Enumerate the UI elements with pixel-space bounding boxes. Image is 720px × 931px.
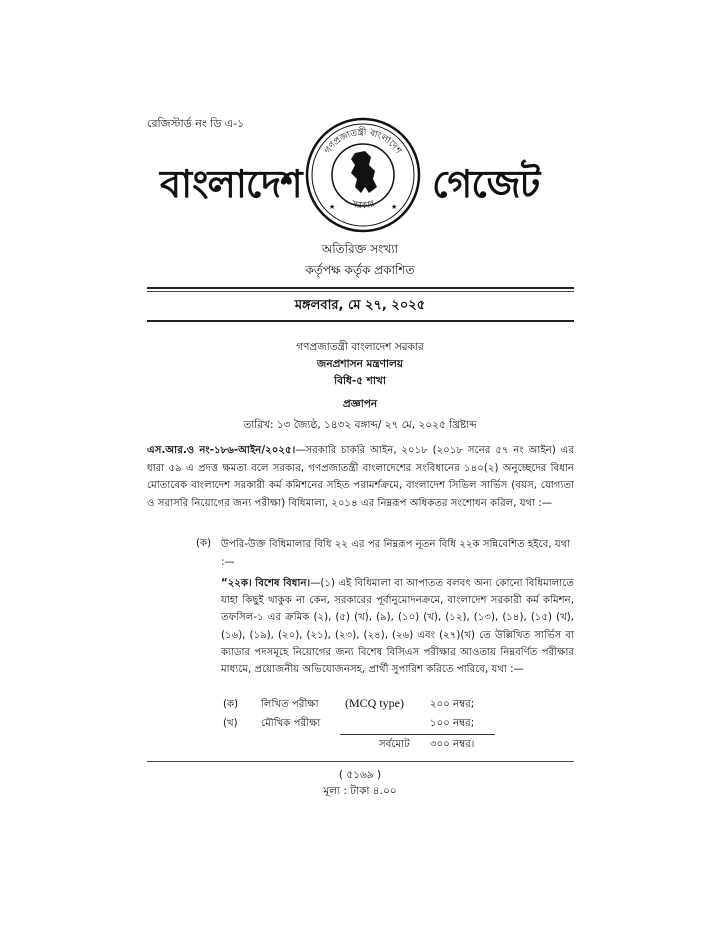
footer-rule (147, 761, 574, 762)
header-rule-top-thin (147, 291, 574, 292)
gazette-title-left: বাংলাদেশ (160, 162, 302, 206)
price: মূল্য : টাকা ৪.০০ (323, 785, 397, 797)
government-seal-icon (305, 117, 421, 233)
rule-heading: “২২ক। বিশেষ বিধান। (221, 578, 311, 589)
issue-date: মঙ্গলবার, মে ২৭, ২০২৫ (294, 298, 426, 313)
rule-text: —(১) এই বিধিমালা বা আপাতত বলবৎ অন্য কোনো বিধিমালাতে যাহা কিছুই থাকুক না কেন, সরকারের পূর্বানুমোদনক্রমে, বাংলাদেশ সরকারী কর্ম কমিশন, তফসিল-১ এর ক্রমিক (২), (৫) (খ), (৯), (১০) (খ), (১২), (১৩), (১৪), (১৫) (খ), (১৬), (১৯), (২০), (২১), (২৩), (২৪), (২৬) এবং (২৭)(খ) তে উল্লিখিত সার্ভিস বা ক্যাডার পদসমূহে নিয়োগের জন্য বিশেষ বিসিএস পরীক্ষার আওতায় নিম্নবর্ণিত পরীক্ষার মাধ্যমে, প্রয়োজনীয় অভিযোজনসহ, প্রার্থী সুপারিশ করিতে পারিবে, যথা :— (221, 578, 574, 676)
exam-marks: ২০০ নম্বর; (430, 699, 475, 710)
svg-text:সরকার (349, 199, 377, 212)
notification-heading: প্রজ্ঞাপন (342, 398, 378, 410)
registration-number: রেজিস্টার্ড নং ডি এ-১ (147, 117, 245, 130)
exam-label: (খ) (223, 718, 238, 729)
svg-text:★: ★ (329, 203, 336, 211)
exam-row-written (0, 697, 720, 715)
header-rule-bottom (147, 320, 574, 322)
published-by: কর্তৃপক্ষ কর্তৃক প্রকাশিত (305, 263, 415, 277)
ministry-name: জনপ্রশাসন মন্ত্রণালয় (316, 358, 404, 370)
clause-label: (ক) (196, 538, 212, 549)
svg-text:★: ★ (391, 203, 398, 211)
exam-name: মৌখিক পরীক্ষা (261, 718, 321, 729)
clause-text: উপরি-উক্ত বিধিমালার বিধি ২২ এর পর নিম্নরূপ নূতন বিধি ২২ক সন্নিবেশিত হইবে, যথা :— (221, 539, 571, 568)
total-rule (340, 734, 495, 735)
preamble-text: —সরকারি চাকরি আইন, ২০১৮ (২০১৮ সনের ৫৭ নং আইন) এর ধারা ৫৯ এ প্রদত্ত ক্ষমতা বলে সরকার, গণপ্রজাতন্ত্রী বাংলাদেশের সংবিধানের ১৪০(২) অনুচ্ছেদের বিধান মোতাবেক বাংলাদেশ সরকারী কর্ম কমিশনের সহিত পরামর্শক্রমে, বাংলাদেশ সিভিল সার্ভিস (বয়স, যোগ্যতা ও সরাসরি নিয়োগের জন্য পরীক্ষা) বিধিমালা, ২০১৪ এর নিম্নরূপ অধিকতর সংশোধন করিল, যথা :— (147, 445, 574, 509)
page-number: ( ৫১৬৯ ) (338, 769, 382, 781)
branch-name: বিধি-৫ শাখা (334, 375, 386, 387)
preamble-paragraph (147, 442, 574, 512)
government-name: গণপ্রজাতন্ত্রী বাংলাদেশ সরকার (296, 341, 424, 353)
exam-type: (MCQ type) (345, 696, 404, 710)
sro-number: এস.আর.ও নং-১৮৬-আইন/২০২৫। (147, 445, 296, 456)
exam-marks: ১০০ নম্বর; (430, 718, 475, 729)
total-marks: ৩০০ নম্বর। (430, 739, 475, 750)
gazette-title-right: গেজেট (432, 162, 540, 206)
seal-top-text: গণপ্রজাতন্ত্রী বাংলাদেশ (323, 127, 403, 156)
notification-date: তারিখ: ১৩ জ্যৈষ্ঠ, ১৪৩২ বঙ্গাব্দ/ ২৭ মে, ২০২৫ খ্রিষ্টাব্দ (243, 419, 477, 431)
exam-total-row (0, 737, 720, 755)
special-rule-paragraph (221, 575, 574, 678)
header-rule-top (147, 287, 574, 289)
exam-label: (ক) (223, 699, 239, 710)
exam-name: লিখিত পরীক্ষা (261, 699, 319, 710)
exam-row-viva (0, 716, 720, 734)
extraordinary-issue: অতিরিক্ত সংখ্যা (321, 242, 399, 256)
total-label: সর্বমোট (379, 739, 410, 750)
seal-bottom-text: সরকার (349, 199, 377, 212)
